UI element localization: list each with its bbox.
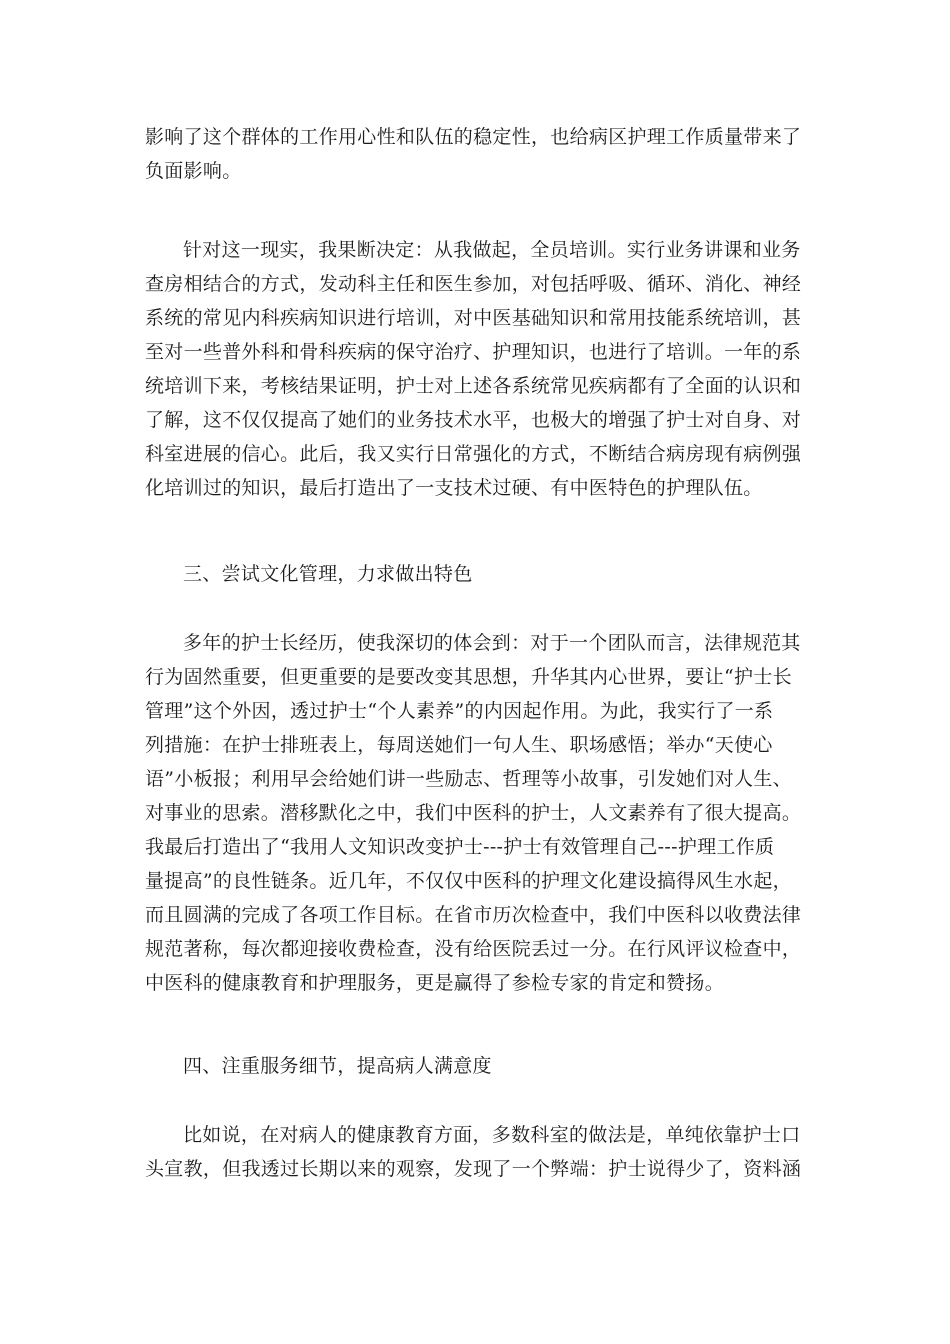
text-line: 化培训过的知识，最后打造出了一支技术过硬、有中医特色的护理队伍。 <box>145 477 763 499</box>
text-line: 影响了这个群体的工作用心性和队伍的稳定性，也给病区护理工作质量带来了 <box>145 126 802 148</box>
text-line: 查房相结合的方式，发动科主任和医生参加，对包括呼吸、循环、消化、神经 <box>145 273 802 295</box>
heading-text: 四、注重服务细节，提高病人满意度 <box>183 1055 492 1077</box>
text-line: 多年的护士长经历，使我深切的体会到：对于一个团队而言，法律规范其 <box>183 632 801 654</box>
text-line: 中医科的健康教育和护理服务，更是赢得了参检专家的肯定和赞扬。 <box>145 972 725 994</box>
paragraph-service <box>145 1118 805 1186</box>
heading-text: 三、尝试文化管理，力求做出特色 <box>183 563 473 585</box>
paragraph-training <box>145 233 805 505</box>
text-line: 科室进展的信心。此后，我又实行日常强化的方式，不断结合病房现有病例强 <box>145 443 802 465</box>
text-line: 语”小板报；利用早会给她们讲一些励志、哲理等小故事，引发她们对人生、 <box>145 768 792 790</box>
text-line: 管理”这个外因，透过护士“个人素养”的内因起作用。为此，我实行了一系 <box>145 700 774 722</box>
text-line: 头宣教，但我透过长期以来的观察，发现了一个弊端：护士说得少了，资料涵 <box>145 1158 802 1180</box>
text-line: 负面影响。 <box>145 160 242 182</box>
text-line: 针对这一现实，我果断决定：从我做起，全员培训。实行业务讲课和业务 <box>183 239 801 261</box>
paragraph-culture <box>145 626 805 1000</box>
text-line: 量提高”的良性链条。近几年，不仅仅中医科的护理文化建设搞得风生水起， <box>145 870 792 892</box>
section-heading-3 <box>145 557 805 591</box>
text-line: 列措施：在护士排班表上，每周送她们一句人生、职场感悟；举办“天使心 <box>145 734 773 756</box>
text-line: 行为固然重要，但更重要的是要改变其思想，升华其内心世界，要让“护士长 <box>145 666 792 688</box>
text-line: 系统的常见内科疾病知识进行培训，对中医基础知识和常用技能系统培训，甚 <box>145 307 802 329</box>
text-line: 对事业的思索。潜移默化之中，我们中医科的护士，人文素养有了很大提高。 <box>145 802 802 824</box>
text-line: 而且圆满的完成了各项工作目标。在省市历次检查中，我们中医科以收费法律 <box>145 904 802 926</box>
text-line: 至对一些普外科和骨科疾病的保守治疗、护理知识，也进行了培训。一年的系 <box>145 341 802 363</box>
text-line: 规范著称，每次都迎接收费检查，没有给医院丢过一分。在行风评议检查中， <box>145 938 802 960</box>
text-line: 了解，这不仅仅提高了她们的业务技术水平，也极大的增强了护士对自身、对 <box>145 409 802 431</box>
text-line: 统培训下来，考核结果证明，护士对上述各系统常见疾病都有了全面的认识和 <box>145 375 802 397</box>
text-line: 我最后打造出了“我用人文知识改变护士---护士有效管理自己---护理工作质 <box>145 836 775 858</box>
paragraph-continuation <box>145 120 805 188</box>
section-heading-4 <box>145 1049 805 1083</box>
text-line: 比如说，在对病人的健康教育方面，多数科室的做法是，单纯依靠护士口 <box>183 1124 801 1146</box>
